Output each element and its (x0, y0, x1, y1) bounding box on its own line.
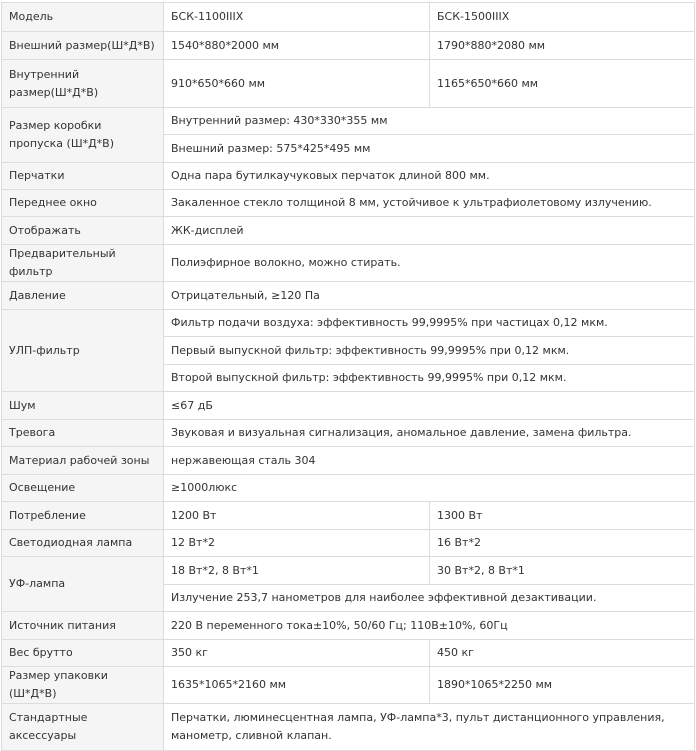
row-label: УЛП-фильтр (2, 310, 164, 392)
table-row (2, 245, 695, 282)
cell-value: 350 кг (164, 640, 430, 667)
cell-value: 1890*1065*2250 мм (430, 667, 695, 704)
table-row (2, 704, 695, 751)
cell-value: Звуковая и визуальная сигнализация, аномальное давление, замена фильтра. (164, 420, 695, 447)
cell-value: Излучение 253,7 нанометров для наиболее эффективной дезактивации. (164, 585, 695, 612)
cell-value: 220 В переменного тока±10%, 50/60 Гц; 110В±10%, 60Гц (164, 612, 695, 640)
table-row (2, 475, 695, 502)
table-row (2, 217, 695, 245)
cell-value: 1200 Вт (164, 502, 430, 530)
table-row (2, 530, 695, 557)
cell-value: 30 Вт*2, 8 Вт*1 (430, 557, 695, 585)
cell-value: 16 Вт*2 (430, 530, 695, 557)
row-label: Внутренний размер(Ш*Д*В) (2, 60, 164, 108)
cell-value: Внешний размер: 575*425*495 мм (164, 135, 695, 163)
row-label: Светодиодная лампа (2, 530, 164, 557)
table-row (2, 420, 695, 447)
row-label: Тревога (2, 420, 164, 447)
cell-value: Перчатки, люминесцентная лампа, УФ-лампа*3, пульт дистанционного управления, манометр, сливной клапан. (164, 704, 695, 751)
row-label: Внешний размер(Ш*Д*В) (2, 32, 164, 60)
table-row (2, 447, 695, 475)
cell-value: Закаленное стекло толщиной 8 мм, устойчивое к ультрафиолетовому излучению. (164, 190, 695, 217)
table-row (2, 60, 695, 108)
cell-value: 1790*880*2080 мм (430, 32, 695, 60)
cell-value: 1635*1065*2160 мм (164, 667, 430, 704)
row-label: Давление (2, 282, 164, 310)
cell-value: Фильтр подачи воздуха: эффективность 99,9995% при частицах 0,12 мкм. (164, 310, 695, 337)
table-row (2, 392, 695, 420)
cell-value: Первый выпускной фильтр: эффективность 99,9995% при 0,12 мкм. (164, 337, 695, 365)
cell-value: Второй выпускной фильтр: эффективность 99,9995% при 0,12 мкм. (164, 365, 695, 392)
row-label: Вес брутто (2, 640, 164, 667)
cell-value: 1540*880*2000 мм (164, 32, 430, 60)
cell-value: 12 Вт*2 (164, 530, 430, 557)
table-row (2, 557, 695, 585)
cell-value: БСК-1100IIIX (164, 3, 430, 32)
row-label: Размер коробки пропуска (Ш*Д*В) (2, 108, 164, 163)
table-row (2, 282, 695, 310)
table-row (2, 108, 695, 135)
spec-table (1, 2, 695, 751)
cell-value: 18 Вт*2, 8 Вт*1 (164, 557, 430, 585)
table-row (2, 612, 695, 640)
row-label: Стандартные аксессуары (2, 704, 164, 751)
row-label: Материал рабочей зоны (2, 447, 164, 475)
cell-value: 450 кг (430, 640, 695, 667)
row-label: Перчатки (2, 163, 164, 190)
row-label: Источник питания (2, 612, 164, 640)
table-row (2, 310, 695, 337)
row-label: УФ-лампа (2, 557, 164, 612)
cell-value: нержавеющая сталь 304 (164, 447, 695, 475)
row-label: Предварительный фильтр (2, 245, 164, 282)
cell-value: 910*650*660 мм (164, 60, 430, 108)
table-row (2, 32, 695, 60)
cell-value: 1165*650*660 мм (430, 60, 695, 108)
row-label: Освещение (2, 475, 164, 502)
table-row (2, 3, 695, 32)
cell-value: БСК-1500IIIX (430, 3, 695, 32)
row-label: Отображать (2, 217, 164, 245)
cell-value: 1300 Вт (430, 502, 695, 530)
row-label: Шум (2, 392, 164, 420)
table-row (2, 502, 695, 530)
table-row (2, 640, 695, 667)
row-label: Размер упаковки (Ш*Д*В) (2, 667, 164, 704)
cell-value: ≥1000люкс (164, 475, 695, 502)
cell-value: Внутренний размер: 430*330*355 мм (164, 108, 695, 135)
cell-value: Полиэфирное волокно, можно стирать. (164, 245, 695, 282)
cell-value: Одна пара бутилкаучуковых перчаток длиной 800 мм. (164, 163, 695, 190)
cell-value: Отрицательный, ≥120 Па (164, 282, 695, 310)
row-label: Переднее окно (2, 190, 164, 217)
table-row (2, 190, 695, 217)
cell-value: ≤67 дБ (164, 392, 695, 420)
row-label: Потребление (2, 502, 164, 530)
row-label: Модель (2, 3, 164, 32)
table-row (2, 667, 695, 704)
table-row (2, 163, 695, 190)
cell-value: ЖК-дисплей (164, 217, 695, 245)
